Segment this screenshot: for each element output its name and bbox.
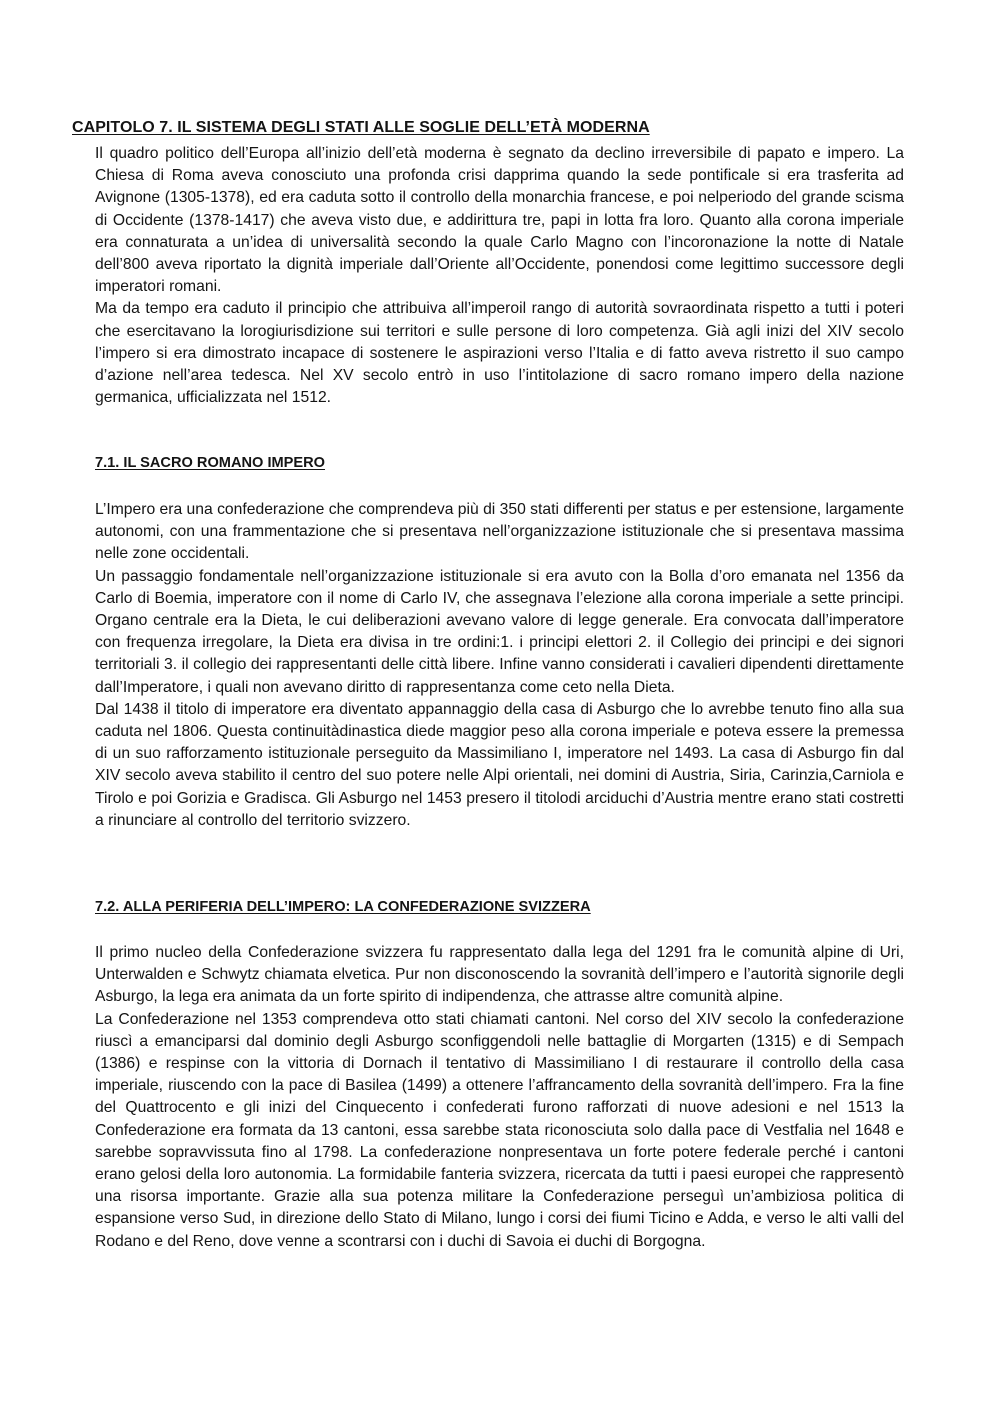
chapter-title: CAPITOLO 7. IL SISTEMA DEGLI STATI ALLE SOGLIE DELL’ETÀ MODERNA <box>72 119 650 136</box>
intro-section <box>95 143 904 409</box>
intro-paragraph: Ma da tempo era caduto il principio che attribuiva all’imperoil rango di autorità sovraordinata rispetto a tutti i poteri che esercitavano la lorogiurisdizione sui territori e sulle persone di loro competenza. Già agli inizi del XIV secolo l’impero si era dimostrato incapace di sostenere le aspirazioni verso l’Italia e di fatto aveva ristretto il suo campo d’azione nell’area tedesca. Nel XV secolo entrò in uso l’intitolazione di sacro romano impero della nazione germanica, ufficializzata nel 1512. <box>95 300 904 407</box>
section-heading-7-2: 7.2. ALLA PERIFERIA DELL’IMPERO: LA CONFEDERAZIONE SVIZZERA <box>95 899 591 915</box>
section-paragraph: L’Impero era una confederazione che comprendeva più di 350 stati differenti per status e per estensione, largamente autonomi, con una frammentazione che si presentava nell’organizzazione istituzionale che si presentava massima nelle zone occidentali. <box>95 501 904 563</box>
section-paragraph: La Confederazione nel 1353 comprendeva otto stati chiamati cantoni. Nel corso del XIV secolo la confederazione riuscì a emanciparsi dal dominio degli Asburgo sconfiggendoli nelle battaglie di Morgarten (1315) e di Sempach (1386) e respinse con la vittoria di Dornach il tentativo di Massimiliano I di restaurare il controllo della casa imperiale, riuscendo con la pace di Basilea (1499) a ottenere l’affrancamento della sovranità dell’impero. Fra la fine del Quattrocento e gli inizi del Cinquecento i confederati furono rafforzati di nuove adesioni e nel 1513 la Confederazione era formata da 13 cantoni, essa sarebbe stata riconosciuta solo dalla pace di Vestfalia nel 1648 e sarebbe sopravvissuta fino al 1798. La confederazione nonpresentava un forte potere federale perché i cantoni erano gelosi della loro autonomia. La formidabile fanteria svizzera, ricercata da tutti i paesi europei che rappresentò una risorsa importante. Grazie alla sua potenza militare la Confederazione perseguì un’ambiziosa politica di espansione verso Sud, in direzione dello Stato di Milano, lungo i corsi dei fiumi Ticino e Adda, e verso le alti valli del Rodano e del Reno, dove venne a scontrarsi con i duchi di Savoia ei duchi di Borgogna. <box>95 1010 904 1250</box>
section-paragraph: Dal 1438 il titolo di imperatore era diventato appannaggio della casa di Asburgo che lo avrebbe tenuto fino alla sua caduta nel 1806. Questa continuitàdinastica diede maggior peso alla corona imperiale e poteva essere la premessa di un suo rafforzamento istituzionale perseguito da Massimiliano I, imperatore nel 1493. La casa di Asburgo fin dal XIV secolo aveva stabilito il centro del suo potere nelle Alpi orientali, nei domini di Austria, Siria, Carinzia,Carniola e Tirolo e poi Gorizia e Gradisca. Gli Asburgo nel 1453 presero il titolodi arciduchi d’Austria mentre erano stati costretti a rinunciare al controllo del territorio svizzero. <box>95 700 904 829</box>
section-paragraph: Il primo nucleo della Confederazione svizzera fu rappresentato dalla lega del 1291 fra le comunità alpine di Uri, Unterwalden e Schwytz chiamata elvetica. Pur non disconoscendo la sovranità dell’impero e l’autorità signorile degli Asburgo, la lega era animata da un forte spirito di indipendenza, che attrasse altre comunità alpine. <box>95 944 904 1006</box>
intro-paragraph: Il quadro politico dell’Europa all’inizio dell’età moderna è segnato da declino irreversibile di papato e impero. La Chiesa di Roma aveva conosciuto una profonda crisi dapprima quando la sede pontificale si era trasferita ad Avignone (1305-1378), ed era caduta sotto il controllo della monarchia francese, e poi nelperiodo del grande scisma di Occidente (1378-1417) che aveva visto due, e addirittura tre, papi in lotta fra loro. Quanto alla corona imperiale era connaturata a un’idea di universalità secondo la quale Carlo Magno con l’incoronazione la notte di Natale dell’800 aveva riportato la dignità imperiale dall’Oriente all’Occidente, ponendosi come legittimo successore degli imperatori romani. <box>95 145 904 296</box>
section-heading-7-1: 7.1. IL SACRO ROMANO IMPERO <box>95 455 326 471</box>
section-7-1-body <box>95 499 904 832</box>
section-7-2-body <box>95 942 904 1253</box>
section-paragraph: Un passaggio fondamentale nell’organizzazione istituzionale si era avuto con la Bolla d’oro emanata nel 1356 da Carlo di Boemia, imperatore con il nome di Carlo IV, che assegnava l’elezione alla corona imperiale a sette principi. Organo centrale era la Dieta, le cui deliberazioni avevano valore di legge generale. Era convocata dall’imperatore con frequenza irregolare, la Dieta era divisa in tre ordini:1. i principi elettori 2. il Collegio dei principi e dei signori territoriali 3. il collegio dei rappresentanti delle città libere. Infine vanno considerati i cavalieri dipendenti direttamente dall’Imperatore, i quali non avevano diritto di rappresentanza come ceto nella Dieta. <box>95 567 904 696</box>
